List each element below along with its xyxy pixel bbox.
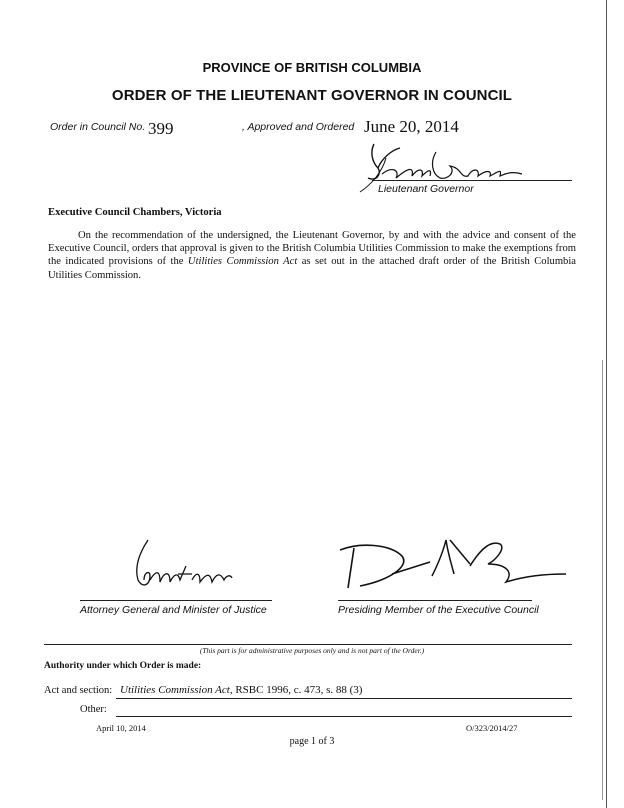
paragraph-act-name: Utilities Commission Act <box>187 256 298 268</box>
scan-edge-line <box>606 0 607 808</box>
attorney-general-label: Attorney General and Minister of Justice <box>80 604 267 616</box>
act-section-value <box>120 684 362 696</box>
paragraph-text-before: On the recommendation of the undersigned, the Lieutenant Governor, by and with the advice and consent of the Executive Council, orders that approval is given to the British Columbia Utilities Commission to make the exemptions from the indicated provisions of the <box>48 230 576 268</box>
attorney-general-signature <box>120 536 250 596</box>
page-number: page 1 of 3 <box>289 736 335 747</box>
act-section-label: Act and section: <box>44 685 113 696</box>
other-underline <box>116 716 572 717</box>
presiding-member-signature-line <box>338 600 532 601</box>
lieutenant-governor-label: Lieutenant Governor <box>378 183 474 195</box>
authority-label: Authority under which Order is made: <box>44 661 202 671</box>
attorney-general-signature-line <box>80 600 272 601</box>
act-section-underline <box>116 698 572 699</box>
scan-edge-line-inner <box>602 360 603 800</box>
admin-note: (This part is for administrative purposes only and is not part of the Order.) <box>199 646 425 655</box>
presiding-member-signature <box>330 530 570 592</box>
footer-date: April 10, 2014 <box>96 723 146 733</box>
order-number-label: Order in Council No. <box>50 121 146 133</box>
order-paragraph <box>48 229 576 282</box>
act-section-citation: , RSBC 1996, c. 473, s. 88 (3) <box>229 684 363 696</box>
presiding-member-label: Presiding Member of the Executive Council <box>338 604 539 616</box>
order-title: ORDER OF THE LIEUTENANT GOVERNOR IN COUNCIL <box>111 87 513 104</box>
lieutenant-governor-signature-line <box>372 180 572 181</box>
approved-ordered-label: , Approved and Ordered <box>242 121 355 133</box>
location-heading: Executive Council Chambers, Victoria <box>48 207 222 218</box>
other-label: Other: <box>80 704 107 715</box>
order-date: June 20, 2014 <box>364 117 459 136</box>
admin-divider <box>44 644 572 645</box>
order-number: 399 <box>148 119 174 138</box>
paragraph-text-after: as set out in the attached draft order of the British Columbia Utilities Commission. <box>48 256 576 281</box>
act-section-act-name: Utilities Commission Act <box>120 684 230 696</box>
province-heading: PROVINCE OF BRITISH COLUMBIA <box>202 60 422 75</box>
footer-reference: O/323/2014/27 <box>466 723 518 733</box>
